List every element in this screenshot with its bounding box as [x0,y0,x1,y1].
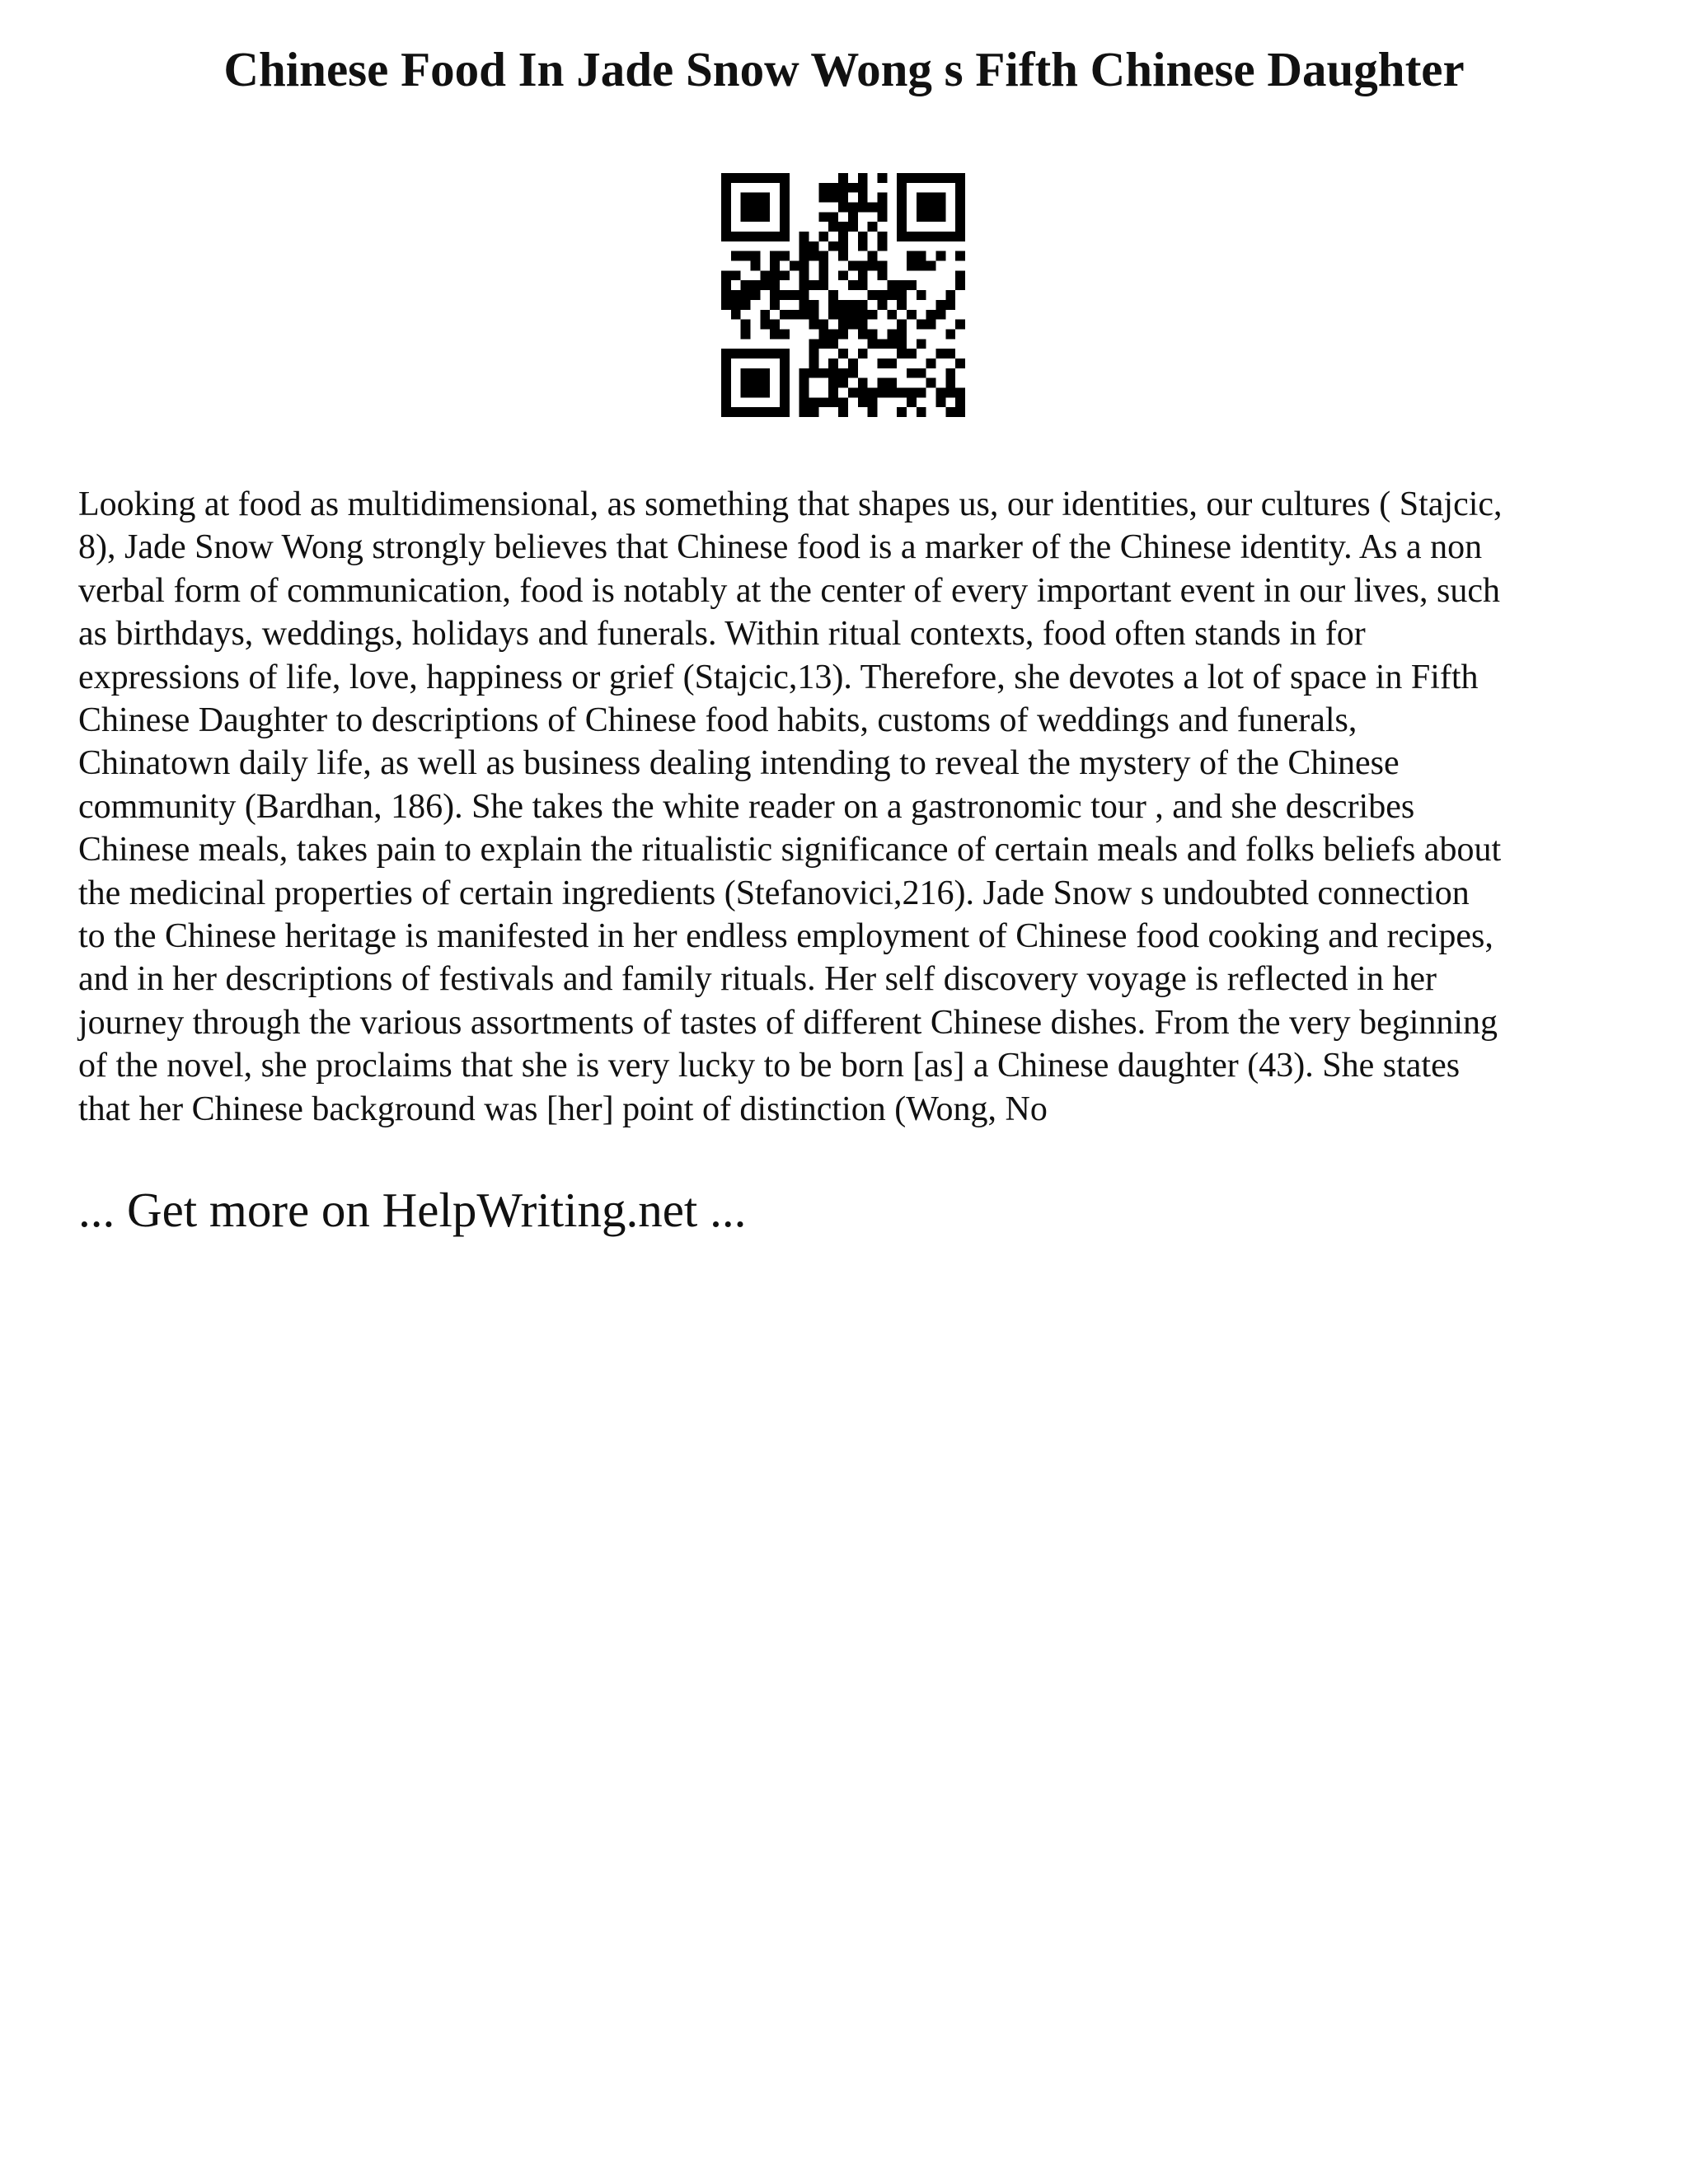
body-line: expressions of life, love, happiness or grief (Stajcic,13). Therefore, she devotes a lot of space in Fifth [78,658,1479,696]
body-line: to the Chinese heritage is manifested in her endless employment of Chinese food cooking and recipes, [78,917,1493,956]
body-line: the medicinal properties of certain ingredients (Stefanovici,216). Jade Snow s undoubted connection [78,874,1470,912]
body-paragraph [78,483,1628,1131]
body-line: of the novel, she proclaims that she is very lucky to be born [as] a Chinese daughter (43). She states [78,1047,1461,1085]
body-line: that her Chinese background was [her] point of distinction (Wong, No [78,1090,1048,1128]
get-more-link[interactable]: ... Get more on HelpWriting.net ... [78,1183,747,1237]
page-title: Chinese Food In Jade Snow Wong s Fifth Chinese Daughter [223,42,1465,96]
body-line: Chinese meals, takes pain to explain the ritualistic significance of certain meals and folks beliefs about [78,831,1502,869]
body-line: journey through the various assortments of tastes of different Chinese dishes. From the very beginning [78,1003,1498,1042]
body-line: Looking at food as multidimensional, as something that shapes us, our identities, our cultures ( Stajcic, [78,485,1503,523]
body-line: Chinatown daily life, as well as business dealing intending to reveal the mystery of the Chinese [78,744,1400,783]
body-line: community (Bardhan, 186). She takes the white reader on a gastronomic tour , and she describes [78,787,1415,826]
body-line: verbal form of communication, food is notably at the center of every important event in our lives, such [78,571,1500,610]
body-line: 8), Jade Snow Wong strongly believes that Chinese food is a marker of the Chinese identity. As a non [78,528,1483,567]
body-line: and in her descriptions of festivals and family rituals. Her self discovery voyage is reflected in her [78,960,1437,999]
qr-code-icon [721,173,965,417]
body-line: Chinese Daughter to descriptions of Chinese food habits, customs of weddings and funerals, [78,701,1357,740]
body-line: as birthdays, weddings, holidays and funerals. Within ritual contexts, food often stands in for [78,615,1366,654]
